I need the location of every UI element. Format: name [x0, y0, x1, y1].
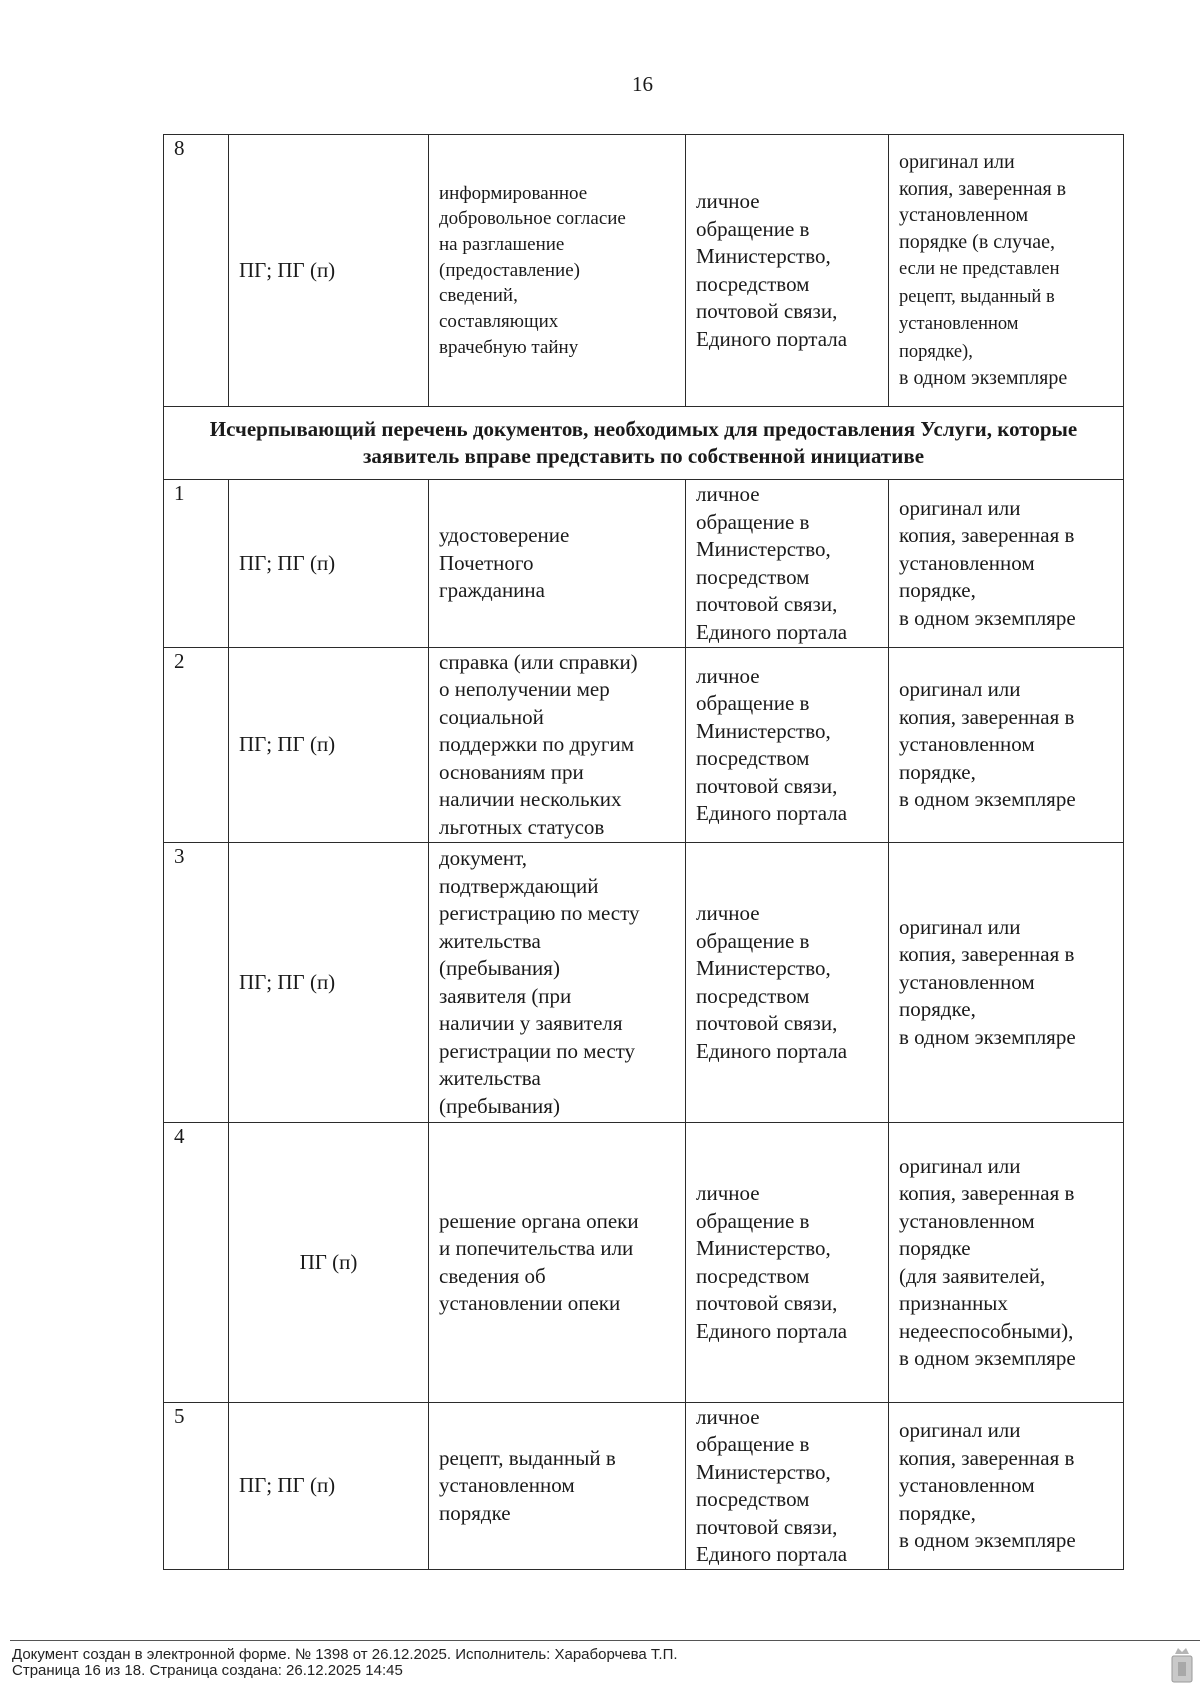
row-number: 3 — [164, 843, 229, 1123]
document-name: рецепт, выданный в установленном порядке — [429, 1403, 686, 1570]
table-row — [164, 648, 1124, 843]
submission-method: личное обращение в Министерство, посредством почтовой связи, Единого портала — [686, 648, 889, 843]
footer-line-1: Документ создан в электронной форме. № 1398 от 26.12.2025. Исполнитель: Хараборчева Т.П. — [12, 1646, 678, 1663]
footer — [12, 1647, 678, 1679]
table-row — [164, 1123, 1124, 1403]
footer-divider — [10, 1640, 1200, 1641]
footer-line-2: Страница 16 из 18. Страница создана: 26.12.2025 14:45 — [12, 1662, 403, 1679]
submission-method: личное обращение в Министерство, посредством почтовой связи, Единого портала — [686, 480, 889, 648]
documents-table — [163, 134, 1124, 1570]
table-row — [164, 843, 1124, 1123]
applicant-category: ПГ; ПГ (п) — [229, 1403, 429, 1570]
document-name: удостоверение Почетного гражданина — [429, 480, 686, 648]
submission-method: личное обращение в Министерство, посредством почтовой связи, Единого портала — [686, 843, 889, 1123]
row-number: 5 — [164, 1403, 229, 1570]
table-row — [164, 1403, 1124, 1570]
document-form: оригинал или копия, заверенная в установленном порядке, в одном экземпляре — [889, 648, 1124, 843]
row-number: 8 — [164, 135, 229, 407]
document-name: информированное добровольное согласие на разглашение (предоставление) сведений, составляющих врачебную тайну — [429, 135, 686, 407]
submission-method: личное обращение в Министерство, посредством почтовой связи, Единого портала — [686, 1403, 889, 1570]
section-title: Исчерпывающий перечень документов, необходимых для предоставления Услуги, которые заявитель вправе представить по собственной инициативе — [164, 407, 1124, 480]
document-form-note: если не представлен рецепт, выданный в установленном порядке), — [899, 259, 1060, 362]
applicant-category: ПГ; ПГ (п) — [229, 843, 429, 1123]
document-form: оригинал или копия, заверенная в установленном порядке (для заявителей, признанных недееспособными), в одном экземпляре — [889, 1123, 1124, 1403]
submission-method: личное обращение в Министерство, посредством почтовой связи, Единого портала — [686, 1123, 889, 1403]
submission-method: личное обращение в Министерство, посредством почтовой связи, Единого портала — [686, 135, 889, 407]
document-form — [889, 135, 1124, 407]
document-name: документ, подтверждающий регистрацию по месту жительства (пребывания) заявителя (при наличии у заявителя регистрации по месту жительства (пребывания) — [429, 843, 686, 1123]
document-name: справка (или справки) о неполучении мер социальной поддержки по другим основаниям при наличии нескольких льготных статусов — [429, 648, 686, 843]
row-number: 1 — [164, 480, 229, 648]
section-header-row — [164, 407, 1124, 480]
applicant-category: ПГ; ПГ (п) — [229, 480, 429, 648]
document-form: оригинал или копия, заверенная в установленном порядке, в одном экземпляре — [889, 1403, 1124, 1570]
table-row — [164, 135, 1124, 407]
document-form-tail: в одном экземпляре — [899, 367, 1068, 390]
applicant-category: ПГ (п) — [229, 1123, 429, 1403]
page-number: 16 — [632, 72, 653, 96]
row-number: 2 — [164, 648, 229, 843]
document-name: решение органа опеки и попечительства или сведения об установлении опеки — [429, 1123, 686, 1403]
document-form: оригинал или копия, заверенная в установленном порядке, в одном экземпляре — [889, 843, 1124, 1123]
table-row — [164, 480, 1124, 648]
document-form: оригинал или копия, заверенная в установленном порядке, в одном экземпляре — [889, 480, 1124, 648]
row-number: 4 — [164, 1123, 229, 1403]
applicant-category: ПГ; ПГ (п) — [229, 648, 429, 843]
document-form-main: оригинал или копия, заверенная в установленном порядке (в случае, — [899, 151, 1067, 253]
emblem-icon — [1170, 1644, 1194, 1684]
applicant-category: ПГ; ПГ (п) — [229, 135, 429, 407]
